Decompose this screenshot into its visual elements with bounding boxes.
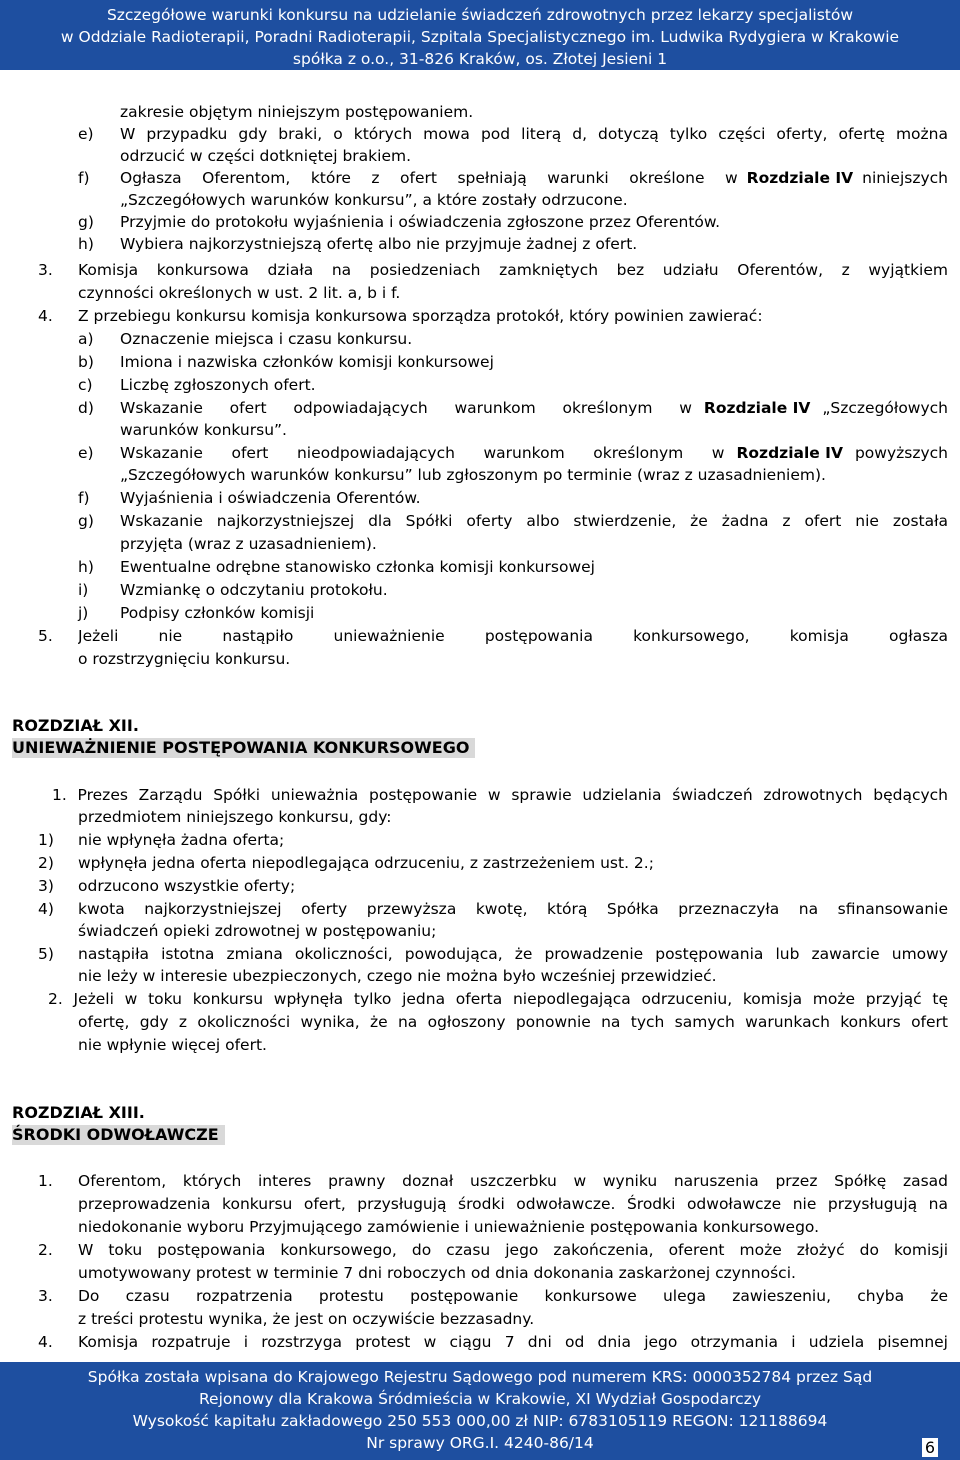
- ch12-item-3-label: 3): [38, 877, 54, 895]
- item-5-line-1: Jeżeli nie nastąpiło unieważnienie postępowania konkursowego, komisja ogłasza: [78, 627, 948, 645]
- item-4i-label: i): [78, 581, 89, 599]
- item-4b-label: b): [78, 353, 94, 371]
- ch12-item-3-text: odrzucono wszystkie oferty;: [78, 877, 296, 895]
- item-4c-text: Liczbę zgłoszonych ofert.: [120, 376, 316, 394]
- page-header: [0, 0, 960, 70]
- item-4e-label: e): [78, 444, 94, 462]
- ch13-item-1-line-3: niedokonanie wyboru Przyjmującego zamówienie i unieważnienie postępowania konkursowego.: [78, 1218, 820, 1236]
- item-4i-text: Wzmiankę o odczytaniu protokołu.: [120, 581, 388, 599]
- item-3-line-1: Komisja konkursowa działa na posiedzeniach zamkniętych bez udziału Oferentów, z wyjątkiem: [78, 261, 948, 279]
- item-e-line-1: W przypadku gdy braki, o których mowa pod literą d, dotyczą tylko części oferty, ofertę można: [120, 125, 948, 143]
- item-4e-line-2: „Szczegółowych warunków konkursu” lub zgłoszonym po terminie (wraz z uzasadnieniem).: [120, 466, 826, 484]
- chapter-12-heading: ROZDZIAŁ XII.: [12, 716, 139, 735]
- ch12-item-4-label: 4): [38, 900, 54, 918]
- ch12-paragraph-2-line-2: ofertę, gdy z okoliczności wynika, że na ogłoszony ponownie na tych samych warunkach konkurs ofert: [78, 1013, 948, 1031]
- footer-line-1: Spółka została wpisana do Krajowego Rejestru Sądowego pod numerem KRS: 0000352784 przez Sąd: [87, 1368, 873, 1386]
- item-4f-label: f): [78, 489, 90, 507]
- footer-line-4: Nr sprawy ORG.I. 4240-86/14: [366, 1434, 594, 1452]
- ch13-item-4-label: 4.: [38, 1333, 53, 1351]
- item-4d-label: d): [78, 399, 94, 417]
- item-4h-text: Ewentualne odrębne stanowisko członka komisji konkursowej: [120, 558, 595, 576]
- item-h-text: Wybiera najkorzystniejszą ofertę albo nie przyjmuje żadnej z ofert.: [120, 235, 638, 253]
- item-4-text: Z przebiegu konkursu komisja konkursowa sporządza protokół, który powinien zawierać:: [78, 307, 763, 325]
- ch13-item-1-label: 1.: [38, 1172, 53, 1190]
- ch13-item-1-line-2: przeprowadzenia konkursu ofert, przysługują środki odwoławcze. Środki odwoławcze nie przysługują na: [78, 1195, 948, 1213]
- footer-line-3: Wysokość kapitału zakładowego 250 553 000,00 zł NIP: 6783105119 REGON: 121188694: [132, 1412, 828, 1430]
- item-4-label: 4.: [38, 307, 53, 325]
- item-f-label: f): [78, 169, 90, 187]
- item-5-line-2: o rozstrzygnięciu konkursu.: [78, 650, 291, 668]
- item-4d-line-1: Wskazanie ofert odpowiadających warunkom określonym w Rozdziale IV „Szczegółowych: [120, 399, 948, 417]
- item-3-label: 3.: [38, 261, 53, 279]
- item-e-line-2: odrzucić w części dotkniętej brakiem.: [120, 147, 412, 165]
- page-footer: [0, 1362, 960, 1460]
- ch12-item-1-label: 1): [38, 831, 54, 849]
- ch13-item-2-line-1: W toku postępowania konkursowego, do czasu jego zakończenia, oferent może złożyć do komisji: [78, 1241, 948, 1259]
- ch12-item-5-line-1: nastąpiła istotna zmiana okoliczności, powodująca, że prowadzenie postępowania lub zawarcie umowy: [78, 945, 948, 963]
- footer-line-2: Rejonowy dla Krakowa Śródmieścia w Krakowie, XI Wydział Gospodarczy: [198, 1390, 762, 1408]
- chapter-13-title: ŚRODKI ODWOŁAWCZE: [12, 1125, 225, 1145]
- ch12-paragraph-2-line-1: 2. Jeżeli w toku konkursu wpłynęła tylko jedna oferta niepodlegająca odrzuceniu, komisja może przyjąć tę: [48, 990, 948, 1008]
- ch12-item-5-line-2: nie leży w interesie ubezpieczonych, czego nie można było wcześniej przewidzieć.: [78, 967, 717, 985]
- ch13-item-3-line-1: Do czasu rozpatrzenia protestu postępowanie konkursowe ulega zawieszeniu, chyba że: [78, 1287, 948, 1305]
- item-4f-text: Wyjaśnienia i oświadczenia Oferentów.: [120, 489, 421, 507]
- ch12-item-2-label: 2): [38, 854, 54, 872]
- ch12-item-1-text: nie wpłynęła żadna oferta;: [78, 831, 285, 849]
- item-4d-line-2: warunków konkursu”.: [120, 421, 287, 439]
- ch13-item-1-line-1: Oferentom, których interes prawny doznał uszczerbku w wyniku naruszenia przez Spółkę zasad: [78, 1172, 948, 1190]
- item-4a-text: Oznaczenie miejsca i czasu konkursu.: [120, 330, 413, 348]
- item-4a-label: a): [78, 330, 94, 348]
- header-line-3: spółka z o.o., 31-826 Kraków, os. Złotej Jesieni 1: [292, 50, 668, 68]
- ch12-item-5-label: 5): [38, 945, 54, 963]
- item-h-label: h): [78, 235, 94, 253]
- ch12-paragraph-1-line-2: przedmiotem niniejszego konkursu, gdy:: [78, 808, 392, 826]
- ch12-item-4-line-1: kwota najkorzystniejszej oferty przewyższa kwotę, którą Spółka przeznaczyła na sfinansowanie: [78, 900, 948, 918]
- ch13-item-3-line-2: z treści protestu wynika, że jest on oczywiście bezzasadny.: [78, 1310, 535, 1328]
- ch13-item-2-label: 2.: [38, 1241, 53, 1259]
- ch12-paragraph-1-line-1: 1. Prezes Zarządu Spółki unieważnia postępowanie w sprawie udzielania świadczeń zdrowotnych będących: [52, 786, 948, 804]
- page-number: 6: [922, 1438, 938, 1457]
- item-g-text: Przyjmie do protokołu wyjaśnienia i oświadczenia zgłoszone przez Oferentów.: [120, 213, 721, 231]
- ch12-item-4-line-2: świadczeń opieki zdrowotnej w postępowaniu;: [78, 922, 437, 940]
- item-5-label: 5.: [38, 627, 53, 645]
- ch13-item-2-line-2: umotywowany protest w terminie 7 dni roboczych od dnia dokonania zaskarżonej czynności.: [78, 1264, 796, 1282]
- item-4g-line-2: przyjęta (wraz z uzasadnieniem).: [120, 535, 377, 553]
- item-e-label: e): [78, 125, 94, 143]
- ch12-item-2-text: wpłynęła jedna oferta niepodlegająca odrzuceniu, z zastrzeżeniem ust. 2.;: [78, 854, 654, 872]
- continuation-text: zakresie objętym niniejszym postępowaniem.: [120, 103, 474, 121]
- ch13-item-4-line-1: Komisja rozpatruje i rozstrzyga protest w ciągu 7 dni od dnia jego otrzymania i udziela pisemnej: [78, 1333, 948, 1351]
- chapter-12-title: UNIEWAŻNIENIE POSTĘPOWANIA KONKURSOWEGO: [12, 738, 475, 758]
- item-4h-label: h): [78, 558, 94, 576]
- header-line-1: Szczegółowe warunki konkursu na udzielanie świadczeń zdrowotnych przez lekarzy specjalistów: [106, 6, 854, 24]
- item-4b-text: Imiona i nazwiska członków komisji konkursowej: [120, 353, 494, 371]
- ch12-paragraph-2-line-3: nie wpłynie więcej ofert.: [78, 1036, 267, 1054]
- item-f-line-1: Ogłasza Oferentom, które z ofert spełniają warunki określone w Rozdziale IV niniejszych: [120, 169, 948, 187]
- item-f-line-2: „Szczegółowych warunków konkursu”, a które zostały odrzucone.: [120, 191, 628, 209]
- item-3-line-2: czynności określonych w ust. 2 lit. a, b i f.: [78, 284, 401, 302]
- item-g-label: g): [78, 213, 94, 231]
- header-line-2: w Oddziale Radioterapii, Poradni Radioterapii, Szpitala Specjalistycznego im. Ludwika Rydygiera w Krakowie: [60, 28, 900, 46]
- item-4c-label: c): [78, 376, 93, 394]
- ch13-item-3-label: 3.: [38, 1287, 53, 1305]
- item-4g-line-1: Wskazanie najkorzystniejszej dla Spółki oferty albo stwierdzenie, że żadna z ofert nie została: [120, 512, 948, 530]
- item-4j-text: Podpisy członków komisji: [120, 604, 315, 622]
- item-4g-label: g): [78, 512, 94, 530]
- chapter-13-heading: ROZDZIAŁ XIII.: [12, 1103, 145, 1122]
- item-4j-label: j): [78, 604, 89, 622]
- item-4e-line-1: Wskazanie ofert nieodpowiadających warunkom określonym w Rozdziale IV powyższych: [120, 444, 948, 462]
